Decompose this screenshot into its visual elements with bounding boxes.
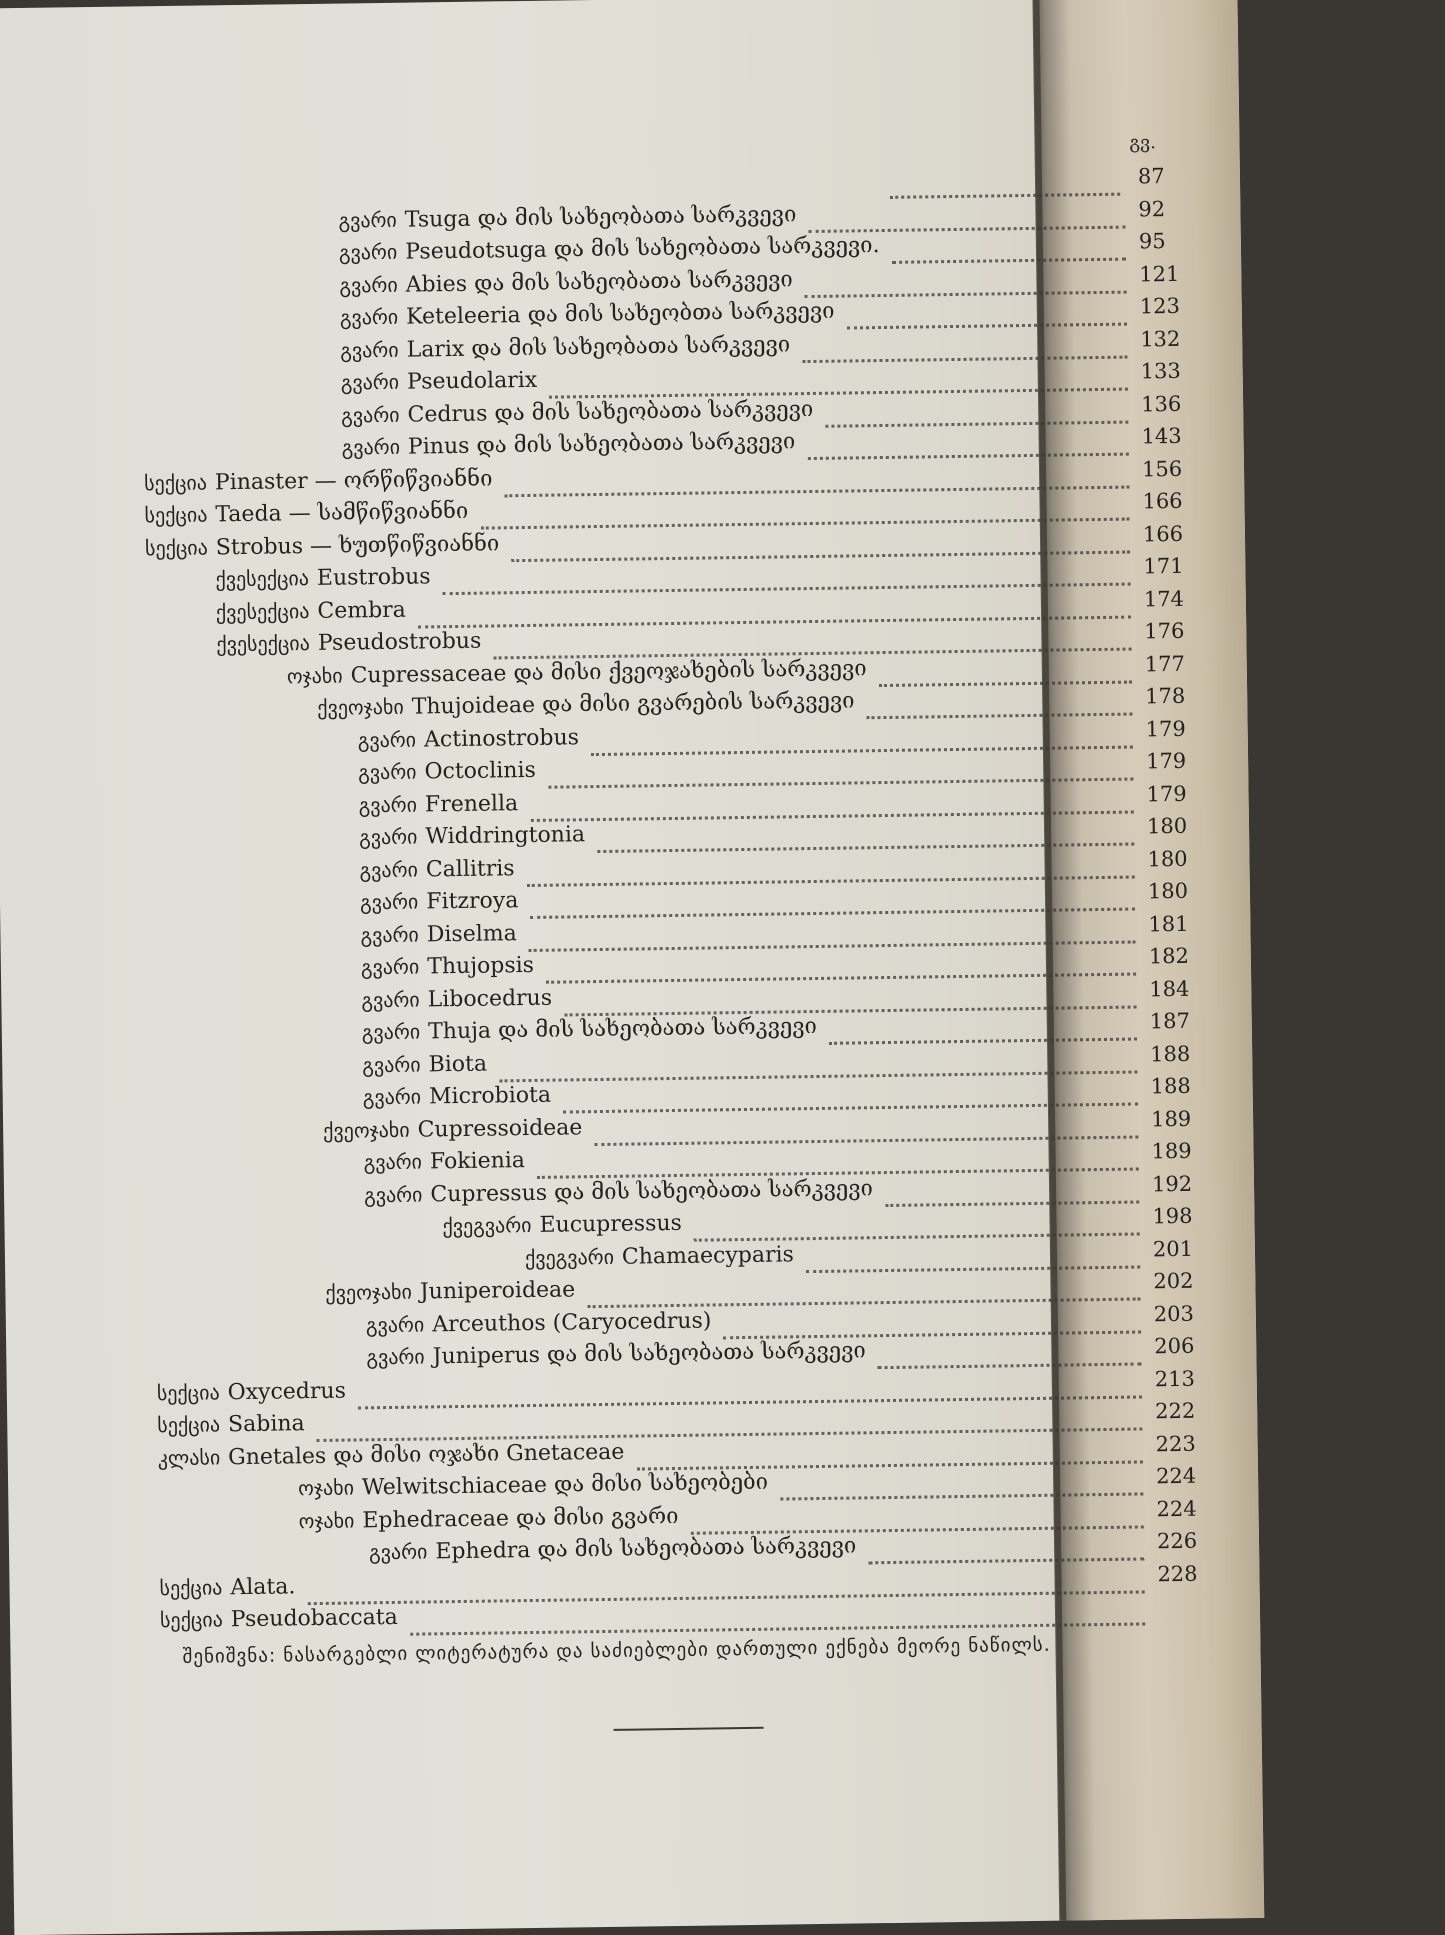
dotted-leader bbox=[825, 392, 1128, 427]
toc-entry-label bbox=[338, 202, 796, 233]
toc-entry-label bbox=[341, 429, 795, 460]
toc-entry-term: Microbiota bbox=[429, 1083, 551, 1110]
toc-entry-page-number: 166 bbox=[1143, 521, 1218, 546]
toc-entry-rank: გვარი bbox=[358, 760, 417, 785]
toc-entry-rank: გვარი bbox=[364, 1182, 423, 1207]
toc-entry-label bbox=[359, 856, 514, 883]
toc-entry-rank: ქვეოჯახი bbox=[325, 1280, 412, 1305]
toc-entry-term: Pseudobaccata bbox=[231, 1605, 398, 1632]
toc-entry-rank: გვარი bbox=[340, 305, 399, 330]
toc-entry-page-number: 224 bbox=[1156, 1463, 1231, 1488]
toc-entry-label bbox=[366, 1308, 712, 1338]
dotted-leader bbox=[780, 1464, 1143, 1500]
dotted-leader bbox=[804, 262, 1126, 297]
toc-entry-page-number bbox=[1158, 1593, 1233, 1594]
dotted-leader bbox=[892, 230, 1126, 264]
toc-entry-rank: გვარი bbox=[363, 1085, 422, 1110]
toc-entry-label bbox=[363, 1148, 525, 1175]
toc-entry-rank: გვარი bbox=[361, 955, 420, 980]
toc-entry-label bbox=[358, 791, 518, 818]
toc-entry-rank: გვარი bbox=[358, 792, 417, 817]
toc-entry-term: Tsuga და მის სახეობათა სარკვევი bbox=[405, 202, 797, 232]
toc-entry-page-number: 228 bbox=[1157, 1561, 1232, 1586]
toc-entry-rank: გვარი bbox=[340, 337, 399, 362]
toc-entry-term: Pseudostrobus bbox=[318, 629, 482, 656]
toc-entry-rank: სექცია bbox=[145, 535, 208, 560]
toc-entry-page-number: 174 bbox=[1144, 586, 1219, 611]
toc-entry-term: Octoclinis bbox=[424, 758, 536, 785]
toc-entry-term: Gnetales და მისი ოჯახი Gnetaceae bbox=[228, 1439, 624, 1470]
toc-entry-label bbox=[159, 1574, 295, 1601]
dotted-leader bbox=[802, 327, 1127, 363]
toc-entry-page-number: 133 bbox=[1141, 358, 1216, 383]
toc-entry-label bbox=[362, 1014, 817, 1045]
toc-entry-page-number: 92 bbox=[1138, 196, 1213, 221]
toc-entry-rank: ქვესექცია bbox=[216, 631, 310, 656]
toc-entry-page-number: 206 bbox=[1154, 1333, 1229, 1358]
toc-entry-page-number: 121 bbox=[1139, 261, 1214, 286]
toc-entry-label bbox=[360, 921, 517, 948]
toc-entry-label bbox=[366, 1338, 866, 1370]
toc-entry-rank: გვარი bbox=[362, 1052, 421, 1077]
toc-entry-term: Biota bbox=[428, 1051, 487, 1077]
toc-entry-page-number: 192 bbox=[1152, 1171, 1227, 1196]
toc-entry-page-number: 132 bbox=[1140, 326, 1215, 351]
toc-entry-label bbox=[317, 688, 855, 720]
toc-entry-term: Ephedraceae და მისი გვარი bbox=[362, 1503, 678, 1532]
toc-entry-label bbox=[525, 1242, 794, 1271]
toc-entry-page-number: 184 bbox=[1149, 976, 1224, 1001]
toc-entry-rank: გვარი bbox=[339, 240, 398, 265]
toc-entry-term: Widdringtonia bbox=[425, 822, 585, 849]
dotted-leader bbox=[879, 652, 1132, 687]
toc-entry-rank: გვარი bbox=[341, 402, 400, 427]
toc-entry-page-number: 188 bbox=[1150, 1041, 1225, 1066]
toc-entry-rank: ქვეოჯახი bbox=[317, 695, 404, 720]
toc-entry-rank: სექცია bbox=[160, 1607, 223, 1632]
table-of-contents bbox=[0, 163, 1230, 180]
toc-entry-term: Cupressoideae bbox=[417, 1115, 582, 1142]
dotted-leader bbox=[877, 1334, 1141, 1369]
toc-entry-label bbox=[340, 299, 835, 331]
toc-entry-label bbox=[361, 985, 552, 1013]
toc-entry-page-number: 156 bbox=[1142, 456, 1217, 481]
toc-entry-page-number: 188 bbox=[1150, 1073, 1225, 1098]
toc-entry-term: Cedrus და მის სახეობათა სარკვევი bbox=[407, 396, 813, 427]
toc-entry-label bbox=[358, 758, 536, 785]
toc-entry-rank: ოჯახი bbox=[287, 663, 343, 688]
toc-entry-term: Diselma bbox=[427, 921, 517, 947]
dotted-leader bbox=[829, 1010, 1137, 1045]
toc-entry-label bbox=[216, 629, 481, 658]
toc-entry-term: Thuja და მის სახეობათა სარკვევი bbox=[428, 1014, 817, 1044]
toc-entry-page-number: 178 bbox=[1145, 683, 1220, 708]
toc-entry-page-number: 189 bbox=[1151, 1138, 1226, 1163]
toc-entry-page-number: 87 bbox=[1138, 163, 1213, 188]
toc-entry-term: Oxycedrus bbox=[227, 1378, 346, 1405]
toc-entry-rank: ოჯახი bbox=[298, 1508, 354, 1533]
toc-entry-page-number: 166 bbox=[1142, 488, 1217, 513]
toc-entry-term: Fitzroya bbox=[426, 888, 518, 914]
toc-entry-page-number: 198 bbox=[1152, 1203, 1227, 1228]
toc-entry-page-number: 189 bbox=[1151, 1106, 1226, 1131]
toc-entry-term: Arceuthos (Caryocedrus) bbox=[432, 1308, 711, 1337]
toc-entry-label bbox=[298, 1470, 768, 1502]
toc-entry-label bbox=[360, 888, 519, 915]
toc-entry-label bbox=[362, 1051, 487, 1078]
footnote: შენიშვნა: ნასარგებლი ლიტერატურა და საძიებლები დართული ექნება მეორე ნაწილს. bbox=[182, 1634, 1050, 1668]
toc-entry-rank: ქვეგვარი bbox=[525, 1244, 614, 1269]
dotted-leader bbox=[866, 685, 1132, 720]
toc-entry-label bbox=[144, 499, 468, 529]
toc-entry-page-number: 180 bbox=[1147, 846, 1222, 871]
toc-entry-page-number: 222 bbox=[1155, 1398, 1230, 1423]
toc-entry-term: Juniperoideae bbox=[420, 1277, 576, 1304]
toc-entry-label bbox=[158, 1439, 625, 1471]
toc-entry-page-number: 213 bbox=[1155, 1366, 1230, 1391]
toc-entry-label bbox=[359, 822, 585, 850]
toc-entry-label bbox=[298, 1503, 678, 1533]
toc-entry-term: Frenella bbox=[425, 791, 519, 817]
dotted-leader bbox=[868, 1529, 1144, 1564]
toc-entry-term: Libocedrus bbox=[428, 985, 553, 1012]
dotted-leader bbox=[890, 165, 1120, 199]
toc-entry-term: Cupressaceae და მისი ქვეოჯახების სარკვევი bbox=[350, 656, 866, 688]
toc-entry-rank: გვარი bbox=[359, 857, 418, 882]
toc-entry-term: Alata. bbox=[230, 1574, 295, 1600]
toc-entry-label bbox=[339, 233, 880, 266]
toc-entry-rank: გვარი bbox=[360, 922, 419, 947]
toc-entry-term: Abies და მის სახეობათა სარკვევი bbox=[406, 267, 793, 297]
toc-entry-page-number: 95 bbox=[1139, 228, 1214, 253]
toc-entry-label bbox=[144, 466, 493, 496]
toc-entry-page-number: 123 bbox=[1140, 293, 1215, 318]
toc-entry-label bbox=[442, 1211, 682, 1239]
toc-entry-rank: გვარი bbox=[366, 1344, 425, 1369]
toc-entry-label bbox=[157, 1378, 346, 1406]
toc-entry-term: Sabina bbox=[228, 1411, 305, 1437]
toc-entry-rank: გვარი bbox=[358, 727, 417, 752]
toc-entry-rank: ქვეგვარი bbox=[442, 1213, 531, 1238]
dotted-leader bbox=[723, 1302, 1141, 1339]
toc-entry-page-number: 223 bbox=[1155, 1431, 1230, 1456]
toc-entry-page-number: 171 bbox=[1143, 553, 1218, 578]
toc-entry-rank: სექცია bbox=[157, 1380, 220, 1405]
toc-entry-label bbox=[339, 267, 793, 298]
toc-entry-page-number: 180 bbox=[1147, 813, 1222, 838]
toc-entry-page-number: 143 bbox=[1141, 423, 1216, 448]
dotted-leader bbox=[693, 1204, 1139, 1241]
toc-entry-rank: ქვესექცია bbox=[215, 566, 309, 591]
toc-entry-term: Pinus და მის სახეობათა სარკვევი bbox=[408, 429, 796, 459]
toc-entry-rank: გვარი bbox=[338, 207, 397, 232]
toc-entry-term: Callitris bbox=[426, 856, 515, 882]
toc-entry-label bbox=[325, 1277, 575, 1305]
toc-entry-term: Larix და მის სახეობათა სარკვევი bbox=[406, 332, 790, 362]
toc-entry-page-number: 136 bbox=[1141, 391, 1216, 416]
toc-entry-term: Cembra bbox=[317, 597, 406, 623]
toc-entry-term: Cupressus და მის სახეობათა სარკვევი bbox=[430, 1176, 873, 1207]
toc-entry-rank: გვარი bbox=[361, 987, 420, 1012]
toc-entry-label bbox=[157, 1411, 305, 1438]
toc-entry-rank: სექცია bbox=[159, 1575, 222, 1600]
end-rule bbox=[614, 1727, 764, 1731]
toc-entry-rank: სექცია bbox=[144, 470, 207, 495]
toc-entry-page-number: 226 bbox=[1157, 1528, 1232, 1553]
toc-entry-page-number: 224 bbox=[1156, 1496, 1231, 1521]
toc-entry-rank: გვარი bbox=[359, 825, 418, 850]
toc-entry-term: Keteleeria და მის სახეობთა სარკვევი bbox=[406, 299, 835, 330]
dotted-leader bbox=[808, 197, 1125, 232]
toc-entry-page-number: 179 bbox=[1145, 716, 1220, 741]
toc-entry-term: Thujoideae და მისი გვარების სარკვევი bbox=[412, 688, 855, 719]
toc-entry-rank: გვარი bbox=[362, 1020, 421, 1045]
toc-entry-label bbox=[361, 953, 534, 980]
toc-entry-page-number: 203 bbox=[1154, 1301, 1229, 1326]
toc-entry-page-number: 182 bbox=[1149, 943, 1224, 968]
toc-entry-rank: გვარი bbox=[341, 370, 400, 395]
toc-entry-label bbox=[363, 1083, 552, 1111]
toc-entry-rank: გვარი bbox=[360, 890, 419, 915]
toc-entry-term: Actinostrobus bbox=[424, 725, 579, 752]
toc-entry-term: Thujopsis bbox=[427, 953, 534, 979]
toc-entry-rank: ქვესექცია bbox=[216, 599, 310, 624]
toc-entry-page-number: 187 bbox=[1150, 1008, 1225, 1033]
toc-entry-label bbox=[369, 1533, 856, 1565]
toc-entry-term: Pinaster — ორწიწვიანნი bbox=[215, 466, 493, 495]
toc-entry-label bbox=[341, 368, 538, 396]
dotted-leader bbox=[885, 1172, 1139, 1207]
toc-entry-term: Taeda — სამწიწვიანნი bbox=[215, 499, 468, 528]
toc-entry-label bbox=[145, 531, 500, 561]
toc-entry-term: Eucupressus bbox=[539, 1211, 682, 1238]
toc-entry-label bbox=[358, 725, 580, 753]
toc-entry-term: Welwitschiaceae და მისი სახეობები bbox=[362, 1470, 768, 1501]
toc-entry-term: Juniperus და მის სახეობათა სარკვევი bbox=[433, 1338, 866, 1369]
page-column-header: გვ. bbox=[1129, 132, 1156, 153]
toc-entry-rank: გვარი bbox=[366, 1312, 425, 1337]
toc-entry-label bbox=[323, 1115, 582, 1144]
toc-entry-label bbox=[215, 564, 430, 592]
toc-entry-term: Pseudotsuga და მის სახეობათა სარკვევი. bbox=[405, 233, 880, 265]
toc-entry-term: Fokienia bbox=[430, 1148, 525, 1174]
toc-entry-label bbox=[340, 332, 790, 363]
toc-entry-page-number: 180 bbox=[1148, 878, 1223, 903]
toc-entry-term: Ephedra და მის სახეობათა სარკვევი bbox=[435, 1533, 856, 1564]
toc-entry-rank: ქვეოჯახი bbox=[323, 1117, 410, 1142]
dotted-leader bbox=[806, 1237, 1140, 1273]
toc-entry-rank: გვარი bbox=[339, 272, 398, 297]
toc-entry-page-number: 177 bbox=[1145, 651, 1220, 676]
toc-entry-rank: სექცია bbox=[144, 502, 207, 527]
dotted-leader bbox=[807, 425, 1128, 460]
toc-entry-label bbox=[216, 597, 406, 625]
toc-entry-rank: გვარი bbox=[369, 1539, 428, 1564]
toc-entry-page-number: 201 bbox=[1153, 1236, 1228, 1261]
dotted-leader bbox=[847, 295, 1127, 330]
toc-entry-label bbox=[341, 396, 813, 428]
toc-entry-label bbox=[364, 1176, 873, 1208]
toc-entry-term: Strobus — ხუთწიწვიანნი bbox=[216, 531, 500, 560]
toc-entry-label bbox=[287, 656, 867, 689]
toc-entry-rank: ოჯახი bbox=[298, 1475, 354, 1500]
toc-entry-page-number: 202 bbox=[1153, 1268, 1228, 1293]
toc-entry-term: Chamaecyparis bbox=[622, 1242, 794, 1269]
toc-entry-rank: გვარი bbox=[341, 435, 400, 460]
toc-entry-term: Eustrobus bbox=[317, 564, 431, 591]
toc-entry-page-number: 176 bbox=[1144, 618, 1219, 643]
toc-entry-page-number: 179 bbox=[1146, 781, 1221, 806]
dotted-leader bbox=[690, 1497, 1143, 1534]
toc-entry-label bbox=[140, 178, 148, 203]
toc-entry-rank: გვარი bbox=[363, 1150, 422, 1175]
toc-entry-page-number: 179 bbox=[1146, 748, 1221, 773]
toc-entry-page-number: 181 bbox=[1148, 911, 1223, 936]
toc-entry-rank: სექცია bbox=[157, 1412, 220, 1437]
toc-entry-term: Pseudolarix bbox=[407, 368, 537, 395]
toc-entry-label bbox=[160, 1605, 398, 1633]
toc-entry-rank: კლასი bbox=[158, 1445, 221, 1470]
